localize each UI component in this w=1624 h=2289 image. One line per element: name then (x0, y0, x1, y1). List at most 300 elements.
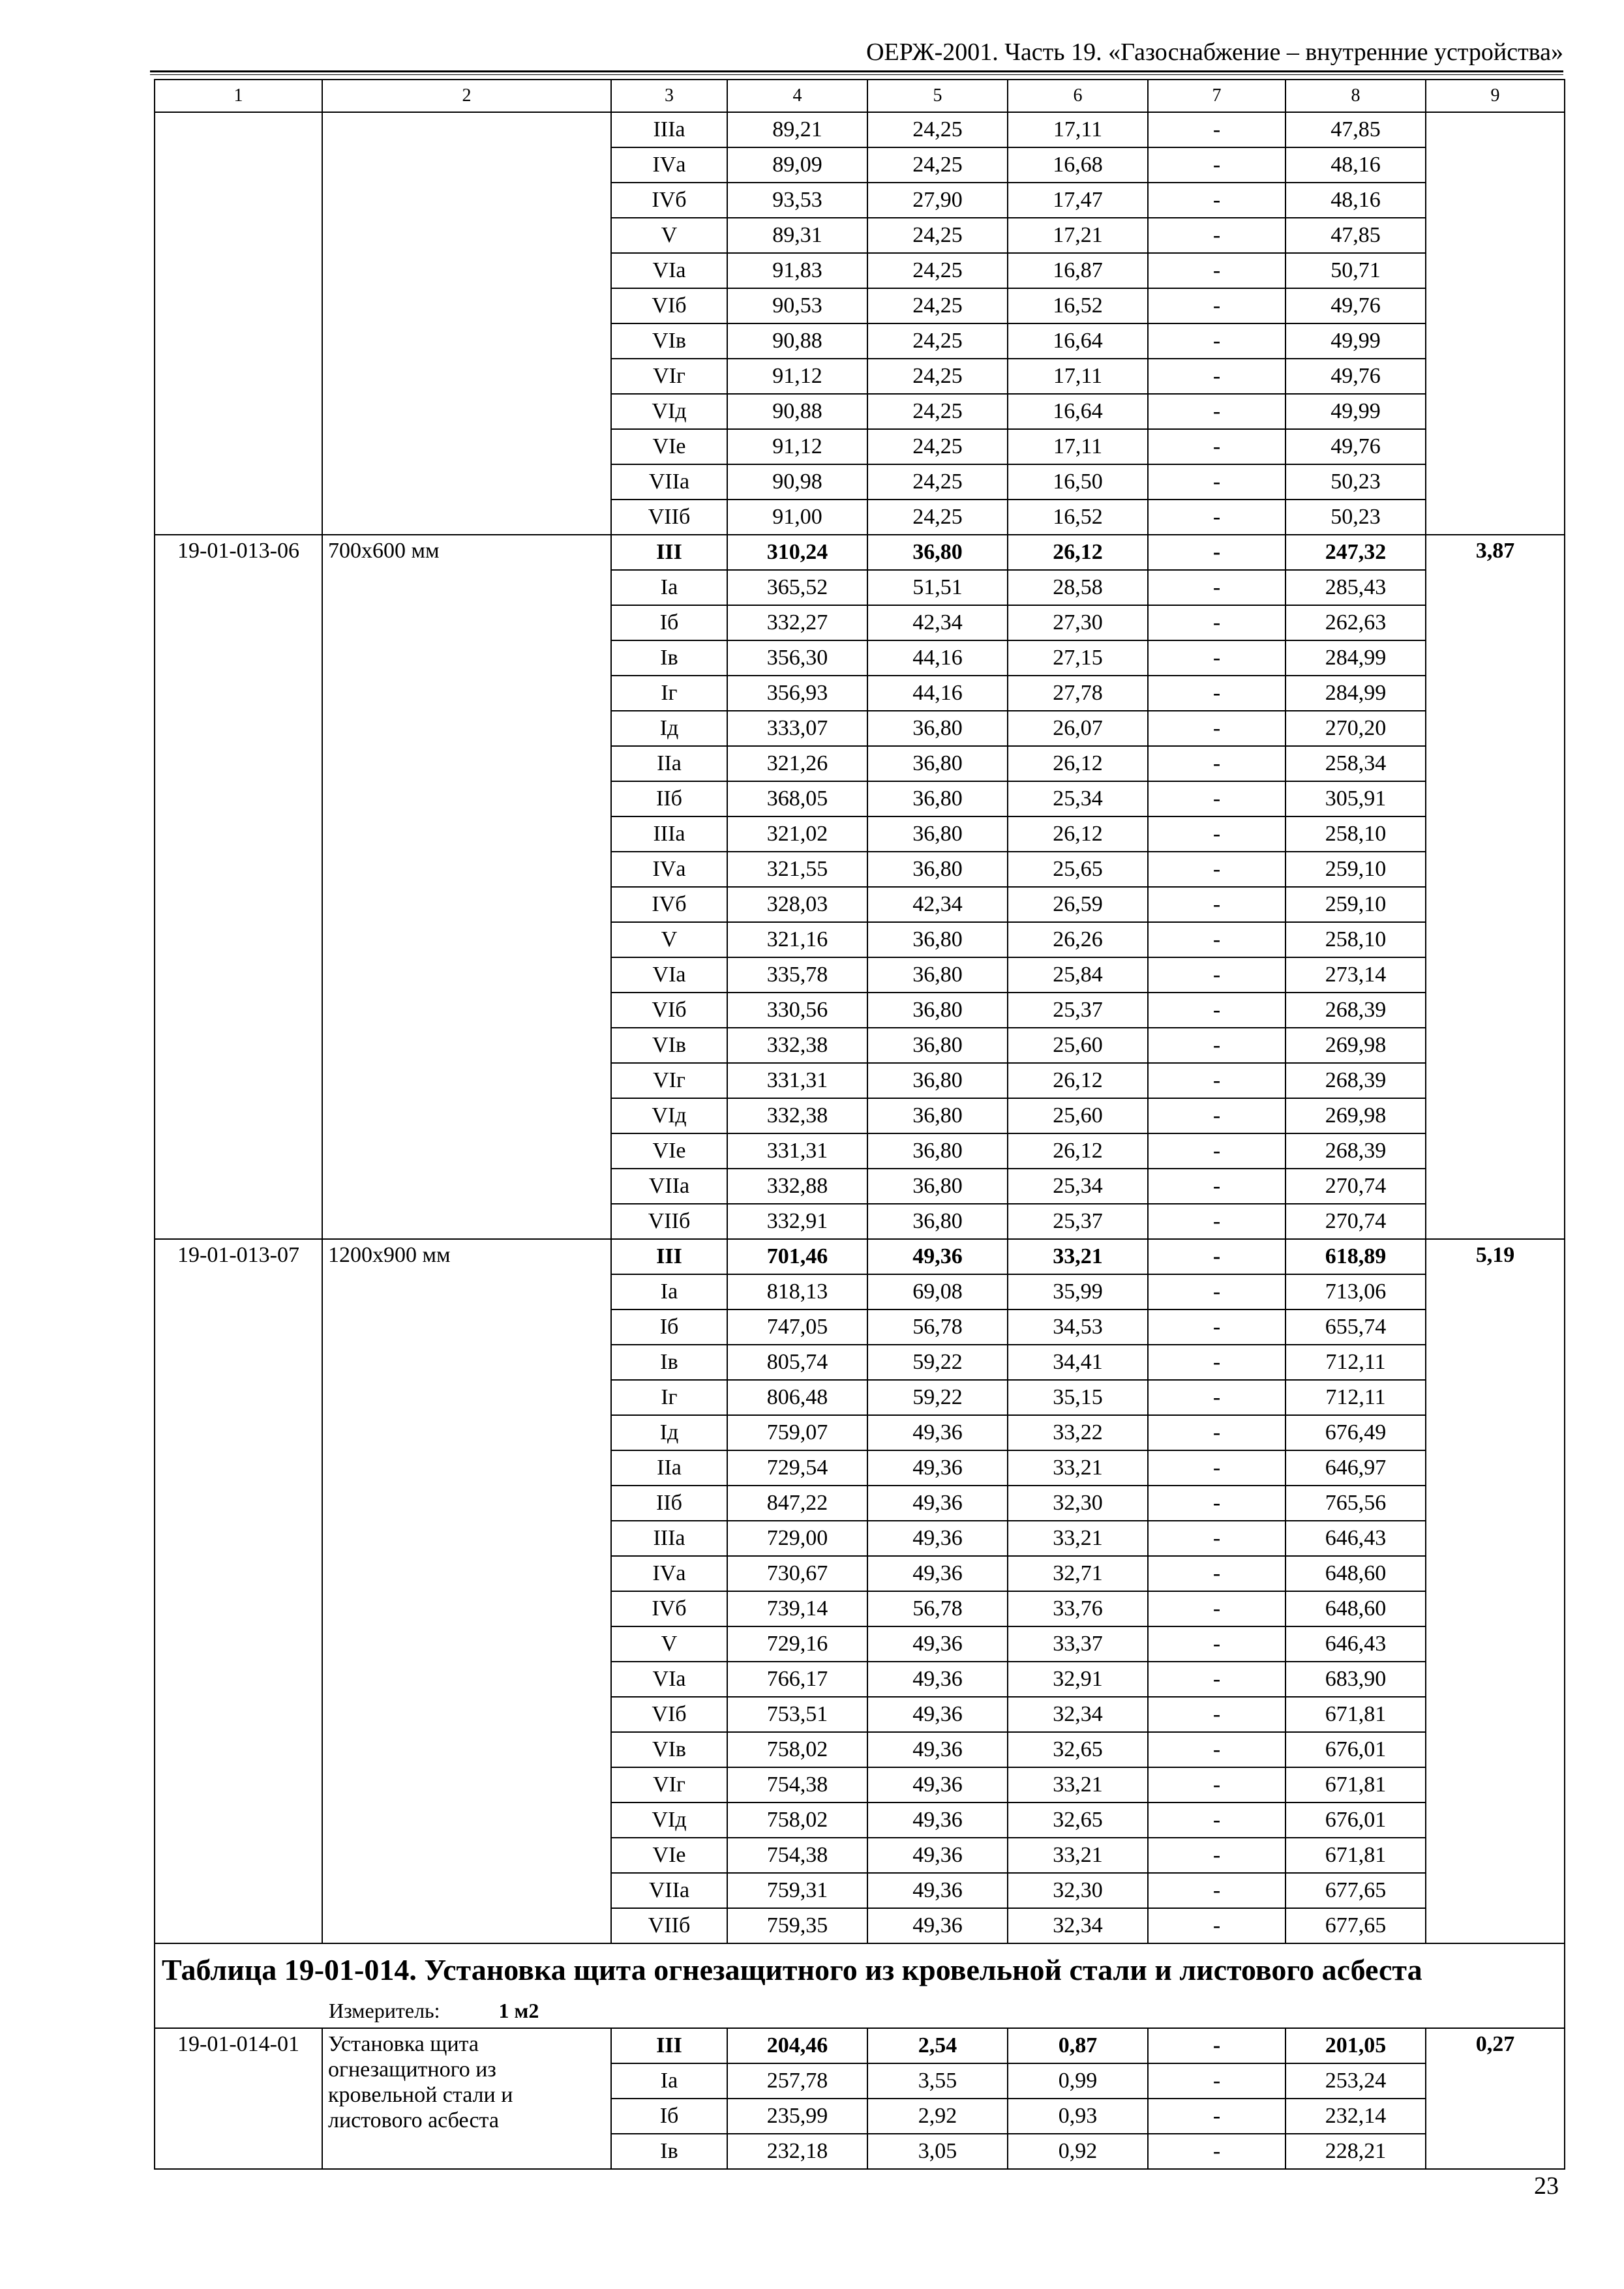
column-number: 5 (867, 80, 1008, 112)
value-cell: - (1148, 147, 1286, 183)
table-row (155, 1239, 1565, 1274)
region-cell: III (611, 535, 727, 570)
value-cell: 49,36 (867, 1556, 1008, 1591)
value-cell: 56,78 (867, 1309, 1008, 1345)
region-cell: IVа (611, 147, 727, 183)
value-cell: - (1148, 1908, 1286, 1943)
value-cell: 33,21 (1008, 1838, 1148, 1873)
value-cell: 676,49 (1286, 1415, 1426, 1450)
value-cell: 671,81 (1286, 1767, 1426, 1803)
value-cell: 36,80 (867, 1063, 1008, 1098)
value-cell: - (1148, 2063, 1286, 2099)
value-cell: 677,65 (1286, 1873, 1426, 1908)
value-cell: 671,81 (1286, 1697, 1426, 1732)
region-cell: VIг (611, 359, 727, 394)
value-cell: 758,02 (727, 1732, 867, 1767)
value-cell: 747,05 (727, 1309, 867, 1345)
value-cell: 730,67 (727, 1556, 867, 1591)
value-cell: - (1148, 1133, 1286, 1169)
value-cell: 32,30 (1008, 1873, 1148, 1908)
value-cell: 42,34 (867, 887, 1008, 922)
value-cell: - (1148, 711, 1286, 746)
value-cell: 253,24 (1286, 2063, 1426, 2099)
value-cell: 24,25 (867, 429, 1008, 464)
value-cell: 24,25 (867, 464, 1008, 500)
value-cell: 25,60 (1008, 1028, 1148, 1063)
value-cell: - (1148, 1803, 1286, 1838)
item-name: 700х600 мм (322, 535, 611, 1239)
region-cell: Iб (611, 1309, 727, 1345)
value-cell: 49,36 (867, 1767, 1008, 1803)
region-cell: VIб (611, 288, 727, 323)
value-cell: 269,98 (1286, 1098, 1426, 1133)
value-cell: 270,74 (1286, 1204, 1426, 1239)
measure-label: Измеритель: (329, 1999, 440, 2022)
value-cell: 17,47 (1008, 183, 1148, 218)
value-cell: - (1148, 464, 1286, 500)
value-cell: 268,39 (1286, 993, 1426, 1028)
value-cell: 36,80 (867, 1169, 1008, 1204)
value-cell: - (1148, 1309, 1286, 1345)
value-cell: 676,01 (1286, 1803, 1426, 1838)
value-cell: 44,16 (867, 640, 1008, 676)
value-cell: 91,12 (727, 429, 867, 464)
region-cell: Iд (611, 711, 727, 746)
value-cell: 847,22 (727, 1486, 867, 1521)
measure-value: 1 м2 (498, 1999, 539, 2022)
value-cell: 47,85 (1286, 112, 1426, 147)
region-cell: VIа (611, 957, 727, 993)
value-cell: 32,65 (1008, 1803, 1148, 1838)
value-cell: 36,80 (867, 1133, 1008, 1169)
region-cell: Iа (611, 2063, 727, 2099)
value-cell: 232,18 (727, 2134, 867, 2169)
value-cell: 51,51 (867, 570, 1008, 605)
value-cell: - (1148, 676, 1286, 711)
value-cell: - (1148, 1486, 1286, 1521)
value-cell: - (1148, 570, 1286, 605)
value-cell: 49,36 (867, 1486, 1008, 1521)
value-cell: - (1148, 1345, 1286, 1380)
region-cell: III (611, 1239, 727, 1274)
value-cell: 247,32 (1286, 535, 1426, 570)
value-cell: - (1148, 1204, 1286, 1239)
value-cell: 33,37 (1008, 1626, 1148, 1662)
value-cell: 671,81 (1286, 1838, 1426, 1873)
value-cell: - (1148, 1169, 1286, 1204)
value-cell: 331,31 (727, 1063, 867, 1098)
region-cell: IVб (611, 1591, 727, 1626)
value-cell: 33,22 (1008, 1415, 1148, 1450)
value-cell: 44,16 (867, 676, 1008, 711)
region-cell: VIе (611, 1838, 727, 1873)
value-cell: 34,41 (1008, 1345, 1148, 1380)
value-cell: 328,03 (727, 887, 867, 922)
value-cell: 24,25 (867, 359, 1008, 394)
value-cell: 268,39 (1286, 1063, 1426, 1098)
column-number: 4 (727, 80, 867, 112)
value-cell: - (1148, 1697, 1286, 1732)
value-cell: - (1148, 1415, 1286, 1450)
region-cell: VIа (611, 1662, 727, 1697)
value-cell: 24,25 (867, 323, 1008, 359)
coef-cell (1426, 112, 1565, 535)
value-cell: 36,80 (867, 1204, 1008, 1239)
value-cell: 24,25 (867, 288, 1008, 323)
value-cell: 321,02 (727, 816, 867, 852)
value-cell: 3,05 (867, 2134, 1008, 2169)
value-cell: - (1148, 253, 1286, 288)
value-cell: - (1148, 1239, 1286, 1274)
value-cell: - (1148, 2134, 1286, 2169)
region-cell: Iа (611, 1274, 727, 1309)
region-cell: Iб (611, 605, 727, 640)
value-cell: 284,99 (1286, 676, 1426, 711)
value-cell: 90,88 (727, 323, 867, 359)
value-cell: 36,80 (867, 852, 1008, 887)
value-cell: 25,34 (1008, 781, 1148, 816)
value-cell: 42,34 (867, 605, 1008, 640)
value-cell: - (1148, 1063, 1286, 1098)
value-cell: 332,38 (727, 1028, 867, 1063)
value-cell: 33,76 (1008, 1591, 1148, 1626)
value-cell: 648,60 (1286, 1556, 1426, 1591)
region-cell: VIIб (611, 500, 727, 535)
value-cell: 16,68 (1008, 147, 1148, 183)
value-cell: 321,16 (727, 922, 867, 957)
value-cell: 69,08 (867, 1274, 1008, 1309)
value-cell: 90,53 (727, 288, 867, 323)
table-title: Таблица 19-01-014. Установка щита огнезащитного из кровельной стали и листового асбеста (162, 1953, 1422, 1986)
value-cell: - (1148, 183, 1286, 218)
value-cell: - (1148, 852, 1286, 887)
region-cell: VIд (611, 394, 727, 429)
value-cell: 0,93 (1008, 2099, 1148, 2134)
measure-line (162, 1997, 1559, 2024)
value-cell: 24,25 (867, 500, 1008, 535)
value-cell: 258,34 (1286, 746, 1426, 781)
region-cell: IIIа (611, 816, 727, 852)
value-cell: 729,54 (727, 1450, 867, 1486)
value-cell: 36,80 (867, 816, 1008, 852)
value-cell: 2,54 (867, 2028, 1008, 2063)
section-title-row (155, 1943, 1565, 2028)
region-cell: VIIб (611, 1908, 727, 1943)
region-cell: III (611, 2028, 727, 2063)
column-number: 1 (155, 80, 322, 112)
value-cell: 753,51 (727, 1697, 867, 1732)
value-cell: 36,80 (867, 535, 1008, 570)
value-cell: - (1148, 1662, 1286, 1697)
value-cell: 89,09 (727, 147, 867, 183)
value-cell: 27,78 (1008, 676, 1148, 711)
value-cell: 36,80 (867, 781, 1008, 816)
value-cell: 758,02 (727, 1803, 867, 1838)
value-cell: 49,36 (867, 1626, 1008, 1662)
value-cell: - (1148, 746, 1286, 781)
region-cell: IIIа (611, 112, 727, 147)
value-cell: 17,11 (1008, 429, 1148, 464)
value-cell: 24,25 (867, 394, 1008, 429)
region-cell: VIе (611, 1133, 727, 1169)
value-cell: 273,14 (1286, 957, 1426, 993)
value-cell: 26,12 (1008, 535, 1148, 570)
value-cell: 91,12 (727, 359, 867, 394)
value-cell: 16,50 (1008, 464, 1148, 500)
value-cell: 27,30 (1008, 605, 1148, 640)
table-row (155, 112, 1565, 147)
value-cell: - (1148, 922, 1286, 957)
value-cell: 257,78 (727, 2063, 867, 2099)
value-cell: 35,99 (1008, 1274, 1148, 1309)
value-cell: - (1148, 1274, 1286, 1309)
table-row (155, 535, 1565, 570)
value-cell: - (1148, 323, 1286, 359)
value-cell: 49,36 (867, 1521, 1008, 1556)
value-cell: 713,06 (1286, 1274, 1426, 1309)
value-cell: 759,31 (727, 1873, 867, 1908)
value-cell: 25,60 (1008, 1098, 1148, 1133)
value-cell: 16,52 (1008, 288, 1148, 323)
value-cell: 49,36 (867, 1450, 1008, 1486)
region-cell: VIв (611, 323, 727, 359)
value-cell: 806,48 (727, 1380, 867, 1415)
value-cell: 50,71 (1286, 253, 1426, 288)
value-cell: 89,31 (727, 218, 867, 253)
value-cell: 49,36 (867, 1239, 1008, 1274)
region-cell: VIг (611, 1767, 727, 1803)
value-cell: 56,78 (867, 1591, 1008, 1626)
value-cell: 36,80 (867, 1028, 1008, 1063)
value-cell: - (1148, 1732, 1286, 1767)
value-cell: 204,46 (727, 2028, 867, 2063)
region-cell: V (611, 922, 727, 957)
value-cell: 321,26 (727, 746, 867, 781)
value-cell: 232,14 (1286, 2099, 1426, 2134)
value-cell: 712,11 (1286, 1380, 1426, 1415)
value-cell: 365,52 (727, 570, 867, 605)
value-cell: 47,85 (1286, 218, 1426, 253)
value-cell: - (1148, 1098, 1286, 1133)
value-cell: 16,52 (1008, 500, 1148, 535)
value-cell: - (1148, 500, 1286, 535)
value-cell: 36,80 (867, 1098, 1008, 1133)
value-cell: 17,11 (1008, 359, 1148, 394)
value-cell: - (1148, 781, 1286, 816)
region-cell: VIб (611, 1697, 727, 1732)
value-cell: 49,99 (1286, 394, 1426, 429)
value-cell: 26,12 (1008, 1063, 1148, 1098)
value-cell: 285,43 (1286, 570, 1426, 605)
value-cell: 17,21 (1008, 218, 1148, 253)
value-cell: 36,80 (867, 993, 1008, 1028)
value-cell: 765,56 (1286, 1486, 1426, 1521)
value-cell: 49,36 (867, 1838, 1008, 1873)
value-cell: 49,36 (867, 1415, 1008, 1450)
item-coefficient: 0,27 (1426, 2028, 1565, 2169)
value-cell: 24,25 (867, 253, 1008, 288)
value-cell: - (1148, 394, 1286, 429)
value-cell: 270,20 (1286, 711, 1426, 746)
value-cell: 305,91 (1286, 781, 1426, 816)
value-cell: 270,74 (1286, 1169, 1426, 1204)
value-cell: 49,76 (1286, 288, 1426, 323)
column-number: 8 (1286, 80, 1426, 112)
value-cell: 332,27 (727, 605, 867, 640)
value-cell: 26,12 (1008, 1133, 1148, 1169)
value-cell: 48,16 (1286, 147, 1426, 183)
value-cell: 27,15 (1008, 640, 1148, 676)
value-cell: 32,34 (1008, 1908, 1148, 1943)
value-cell: 26,12 (1008, 816, 1148, 852)
value-cell: - (1148, 1450, 1286, 1486)
value-cell: 0,87 (1008, 2028, 1148, 2063)
value-cell: 335,78 (727, 957, 867, 993)
value-cell: 646,43 (1286, 1521, 1426, 1556)
item-coefficient: 3,87 (1426, 535, 1565, 1239)
value-cell: 356,93 (727, 676, 867, 711)
value-cell: 90,88 (727, 394, 867, 429)
value-cell: 677,65 (1286, 1908, 1426, 1943)
name-cell (322, 112, 611, 535)
value-cell: 49,76 (1286, 429, 1426, 464)
value-cell: 17,11 (1008, 112, 1148, 147)
value-cell: - (1148, 288, 1286, 323)
value-cell: 0,99 (1008, 2063, 1148, 2099)
value-cell: 754,38 (727, 1767, 867, 1803)
value-cell: 26,26 (1008, 922, 1148, 957)
value-cell: 49,36 (867, 1732, 1008, 1767)
value-cell: - (1148, 1521, 1286, 1556)
value-cell: 91,00 (727, 500, 867, 535)
value-cell: 16,64 (1008, 323, 1148, 359)
region-cell: Iг (611, 1380, 727, 1415)
value-cell: - (1148, 359, 1286, 394)
column-number: 6 (1008, 80, 1148, 112)
region-cell: V (611, 1626, 727, 1662)
item-name: 1200х900 мм (322, 1239, 611, 1943)
region-cell: VIIб (611, 1204, 727, 1239)
region-cell: VIа (611, 253, 727, 288)
value-cell: 33,21 (1008, 1450, 1148, 1486)
column-number: 3 (611, 80, 727, 112)
value-cell: 32,34 (1008, 1697, 1148, 1732)
value-cell: 24,25 (867, 112, 1008, 147)
value-cell: 766,17 (727, 1662, 867, 1697)
region-cell: VIв (611, 1028, 727, 1063)
value-cell: - (1148, 1767, 1286, 1803)
value-cell: 32,30 (1008, 1486, 1148, 1521)
value-cell: 729,16 (727, 1626, 867, 1662)
value-cell: 805,74 (727, 1345, 867, 1380)
value-cell: 25,65 (1008, 852, 1148, 887)
value-cell: 49,76 (1286, 359, 1426, 394)
value-cell: - (1148, 605, 1286, 640)
region-cell: IIа (611, 1450, 727, 1486)
value-cell: 34,53 (1008, 1309, 1148, 1345)
value-cell: 33,21 (1008, 1521, 1148, 1556)
value-cell: 49,99 (1286, 323, 1426, 359)
value-cell: 269,98 (1286, 1028, 1426, 1063)
region-cell: IIб (611, 781, 727, 816)
value-cell: 739,14 (727, 1591, 867, 1626)
value-cell: - (1148, 1626, 1286, 1662)
item-coefficient: 5,19 (1426, 1239, 1565, 1943)
value-cell: 3,55 (867, 2063, 1008, 2099)
value-cell: 59,22 (867, 1380, 1008, 1415)
value-cell: - (1148, 993, 1286, 1028)
region-cell: Iд (611, 1415, 727, 1450)
value-cell: 50,23 (1286, 500, 1426, 535)
region-cell: IVб (611, 183, 727, 218)
value-cell: - (1148, 1028, 1286, 1063)
value-cell: 228,21 (1286, 2134, 1426, 2169)
value-cell: 91,83 (727, 253, 867, 288)
value-cell: 729,00 (727, 1521, 867, 1556)
value-cell: 676,01 (1286, 1732, 1426, 1767)
column-number: 7 (1148, 80, 1286, 112)
region-cell: VIIа (611, 1873, 727, 1908)
value-cell: 356,30 (727, 640, 867, 676)
value-cell: 759,07 (727, 1415, 867, 1450)
value-cell: - (1148, 887, 1286, 922)
value-cell: - (1148, 112, 1286, 147)
value-cell: - (1148, 1591, 1286, 1626)
value-cell: 332,88 (727, 1169, 867, 1204)
value-cell: 36,80 (867, 922, 1008, 957)
value-cell: 259,10 (1286, 887, 1426, 922)
value-cell: 24,25 (867, 218, 1008, 253)
value-cell: 49,36 (867, 1662, 1008, 1697)
value-cell: 701,46 (727, 1239, 867, 1274)
value-cell: 648,60 (1286, 1591, 1426, 1626)
value-cell: 235,99 (727, 2099, 867, 2134)
value-cell: 618,89 (1286, 1239, 1426, 1274)
region-cell: IVа (611, 1556, 727, 1591)
value-cell: 25,37 (1008, 1204, 1148, 1239)
region-cell: VIд (611, 1803, 727, 1838)
section-cell (155, 1943, 1565, 2028)
value-cell: 258,10 (1286, 922, 1426, 957)
code-cell (155, 112, 322, 535)
value-cell: 35,15 (1008, 1380, 1148, 1415)
value-cell: 24,25 (867, 147, 1008, 183)
value-cell: 754,38 (727, 1838, 867, 1873)
column-number: 2 (322, 80, 611, 112)
value-cell: - (1148, 1556, 1286, 1591)
value-cell: 16,87 (1008, 253, 1148, 288)
value-cell: 332,91 (727, 1204, 867, 1239)
value-cell: 90,98 (727, 464, 867, 500)
region-cell: VIIа (611, 1169, 727, 1204)
value-cell: - (1148, 2099, 1286, 2134)
value-cell: 759,35 (727, 1908, 867, 1943)
value-cell: 28,58 (1008, 570, 1148, 605)
value-cell: - (1148, 429, 1286, 464)
value-cell: 16,64 (1008, 394, 1148, 429)
value-cell: - (1148, 535, 1286, 570)
value-cell: 50,23 (1286, 464, 1426, 500)
value-cell: 818,13 (727, 1274, 867, 1309)
region-cell: VIд (611, 1098, 727, 1133)
value-cell: 683,90 (1286, 1662, 1426, 1697)
value-cell: 655,74 (1286, 1309, 1426, 1345)
region-cell: VIе (611, 429, 727, 464)
value-cell: 259,10 (1286, 852, 1426, 887)
value-cell: 48,16 (1286, 183, 1426, 218)
value-cell: 368,05 (727, 781, 867, 816)
value-cell: 33,21 (1008, 1767, 1148, 1803)
